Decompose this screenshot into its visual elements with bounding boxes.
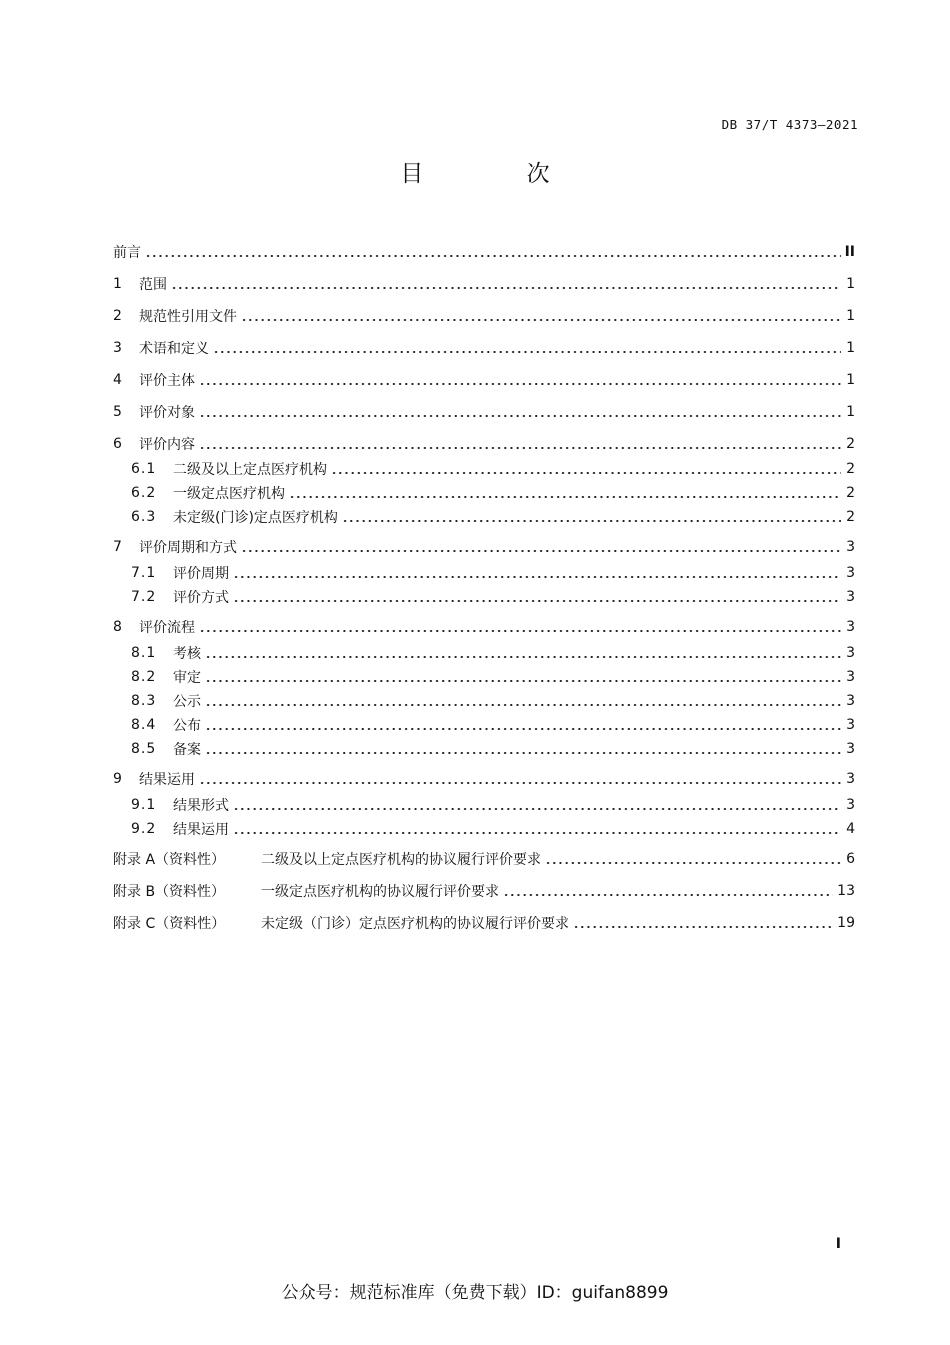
toc-entry-label: 公示 — [173, 694, 201, 710]
toc-entry-page: 19 — [837, 915, 855, 931]
toc-entry-number: 9.2 — [131, 821, 157, 837]
dot-leader — [233, 576, 841, 578]
toc-subentry[interactable] — [131, 715, 855, 735]
toc-entry-preface[interactable] — [113, 242, 855, 262]
dot-leader — [233, 600, 841, 602]
appendix-tag: 附录 B（资料性） — [113, 884, 226, 900]
toc-entry-number: 6.2 — [131, 485, 157, 501]
toc-entry-label: 规范性引用文件 — [139, 309, 237, 325]
dot-leader — [199, 782, 841, 784]
toc-entry[interactable] — [113, 402, 855, 422]
toc-entry[interactable] — [113, 769, 855, 789]
toc-entry-label: 评价主体 — [139, 373, 195, 389]
toc-entry-page: 4 — [846, 821, 855, 837]
dot-leader — [199, 383, 841, 385]
toc-entry-page: 3 — [846, 619, 855, 635]
toc-entry-number: 8 — [113, 619, 122, 635]
dot-leader — [342, 520, 841, 522]
dot-leader — [289, 496, 841, 498]
toc-entry-number: 2 — [113, 308, 122, 324]
toc-entry-number: 9.1 — [131, 797, 157, 813]
toc-entry-number: 6.1 — [131, 461, 157, 477]
toc-entry-number: 7 — [113, 539, 122, 555]
dot-leader — [213, 351, 841, 353]
toc-subentry[interactable] — [131, 483, 855, 503]
toc-subentry[interactable] — [131, 643, 855, 663]
toc-subentry[interactable] — [131, 691, 855, 711]
toc-subentry[interactable] — [131, 795, 855, 815]
toc-entry-page: 1 — [846, 340, 855, 356]
toc-entry-label: 评价对象 — [139, 405, 195, 421]
dot-leader — [503, 894, 833, 896]
toc-entry-label: 评价方式 — [173, 590, 229, 606]
toc-subentry[interactable] — [131, 507, 855, 527]
dot-leader — [199, 415, 841, 417]
toc-entry-label: 未定级（门诊）定点医疗机构的协议履行评价要求 — [261, 916, 569, 932]
toc-entry-label: 未定级(门诊)定点医疗机构 — [173, 510, 338, 526]
toc-entry-page: 2 — [846, 509, 855, 525]
appendix-tag: 附录 C（资料性） — [113, 916, 226, 932]
dot-leader — [331, 472, 841, 474]
dot-leader — [233, 832, 841, 834]
dot-leader — [205, 656, 841, 658]
toc-entry-number: 8.2 — [131, 669, 157, 685]
toc-entry-label: 审定 — [173, 670, 201, 686]
dot-leader — [199, 447, 841, 449]
toc-subentry[interactable] — [131, 459, 855, 479]
toc-entry-label: 二级及以上定点医疗机构 — [173, 462, 327, 478]
standard-code: DB 37/T 4373—2021 — [721, 117, 858, 132]
toc-entry-page: 3 — [846, 645, 855, 661]
toc-entry-page: 1 — [846, 404, 855, 420]
toc-entry-page: 2 — [846, 461, 855, 477]
toc-entry-page: 1 — [846, 276, 855, 292]
toc-entry-page: 2 — [846, 485, 855, 501]
toc-entry-number: 8.1 — [131, 645, 157, 661]
toc-entry-label: 结果运用 — [139, 772, 195, 788]
toc-entry[interactable] — [113, 338, 855, 358]
toc-entry[interactable] — [113, 306, 855, 326]
toc-entry-label: 一级定点医疗机构 — [173, 486, 285, 502]
toc-entry[interactable] — [113, 537, 855, 557]
toc-entry-page: 3 — [846, 693, 855, 709]
toc-entry-number: 8.4 — [131, 717, 157, 733]
toc-entry-label: 考核 — [173, 646, 201, 662]
toc-entry-page: 3 — [846, 771, 855, 787]
dot-leader — [205, 704, 841, 706]
toc-entry[interactable] — [113, 434, 855, 454]
toc-entry-number: 8.3 — [131, 693, 157, 709]
toc-entry-page: 3 — [846, 741, 855, 757]
toc-entry-label: 二级及以上定点医疗机构的协议履行评价要求 — [261, 852, 541, 868]
toc-entry[interactable] — [113, 370, 855, 390]
toc-entry-label: 评价周期 — [173, 566, 229, 582]
toc-entry-number: 8.5 — [131, 741, 157, 757]
toc-entry-page: 3 — [846, 669, 855, 685]
toc-entry-number: 3 — [113, 340, 122, 356]
toc-entry-number: 6 — [113, 436, 122, 452]
toc-entry-page: II — [844, 244, 855, 260]
toc-subentry[interactable] — [131, 667, 855, 687]
dot-leader — [199, 630, 841, 632]
toc-appendix-c[interactable] — [113, 913, 855, 933]
toc-entry-label: 一级定点医疗机构的协议履行评价要求 — [261, 884, 499, 900]
toc-entry-label: 前言 — [113, 245, 141, 261]
toc-entry[interactable] — [113, 617, 855, 637]
dot-leader — [171, 287, 841, 289]
page-title: 目 次 — [400, 161, 598, 187]
dot-leader — [233, 808, 841, 810]
toc-entry[interactable] — [113, 274, 855, 294]
toc-entry-number: 9 — [113, 771, 122, 787]
footer-watermark: 公众号：规范标准库（免费下载）ID：guifan8899 — [281, 1283, 669, 1303]
toc-entry-page: 1 — [846, 372, 855, 388]
toc-entry-page: 13 — [837, 883, 855, 899]
page-number: I — [835, 1236, 841, 1252]
toc-entry-page: 6 — [846, 851, 855, 867]
toc-subentry[interactable] — [131, 739, 855, 759]
dot-leader — [205, 728, 841, 730]
toc-entry-number: 5 — [113, 404, 122, 420]
toc-entry-label: 评价流程 — [139, 620, 195, 636]
toc-entry-page: 3 — [846, 717, 855, 733]
dot-leader — [241, 319, 841, 321]
toc-subentry[interactable] — [131, 819, 855, 839]
toc-entry-label: 术语和定义 — [139, 341, 209, 357]
toc-appendix-a[interactable] — [113, 849, 855, 869]
toc-entry-label: 范围 — [139, 277, 167, 293]
toc-entry-page: 3 — [846, 565, 855, 581]
toc-entry-label: 结果运用 — [173, 822, 229, 838]
toc-entry-number: 6.3 — [131, 509, 157, 525]
toc-entry-label: 结果形式 — [173, 798, 229, 814]
dot-leader — [205, 752, 841, 754]
toc-entry-page: 2 — [846, 436, 855, 452]
toc-entry-page: 1 — [846, 308, 855, 324]
toc-entry-page: 3 — [846, 539, 855, 555]
toc-entry-number: 7.1 — [131, 565, 157, 581]
dot-leader — [545, 862, 841, 864]
dot-leader — [573, 926, 833, 928]
dot-leader — [205, 680, 841, 682]
toc-entry-label: 评价周期和方式 — [139, 540, 237, 556]
toc-entry-page: 3 — [846, 589, 855, 605]
appendix-tag: 附录 A（资料性） — [113, 852, 226, 868]
toc-subentry[interactable] — [131, 587, 855, 607]
toc-entry-page: 3 — [846, 797, 855, 813]
dot-leader — [241, 550, 841, 552]
toc-entry-label: 公布 — [173, 718, 201, 734]
toc-entry-number: 4 — [113, 372, 122, 388]
toc-entry-number: 1 — [113, 276, 122, 292]
toc-entry-label: 评价内容 — [139, 437, 195, 453]
dot-leader — [145, 255, 841, 257]
toc-entry-number: 7.2 — [131, 589, 157, 605]
toc-subentry[interactable] — [131, 563, 855, 583]
toc-entry-label: 备案 — [173, 742, 201, 758]
toc-appendix-b[interactable] — [113, 881, 855, 901]
